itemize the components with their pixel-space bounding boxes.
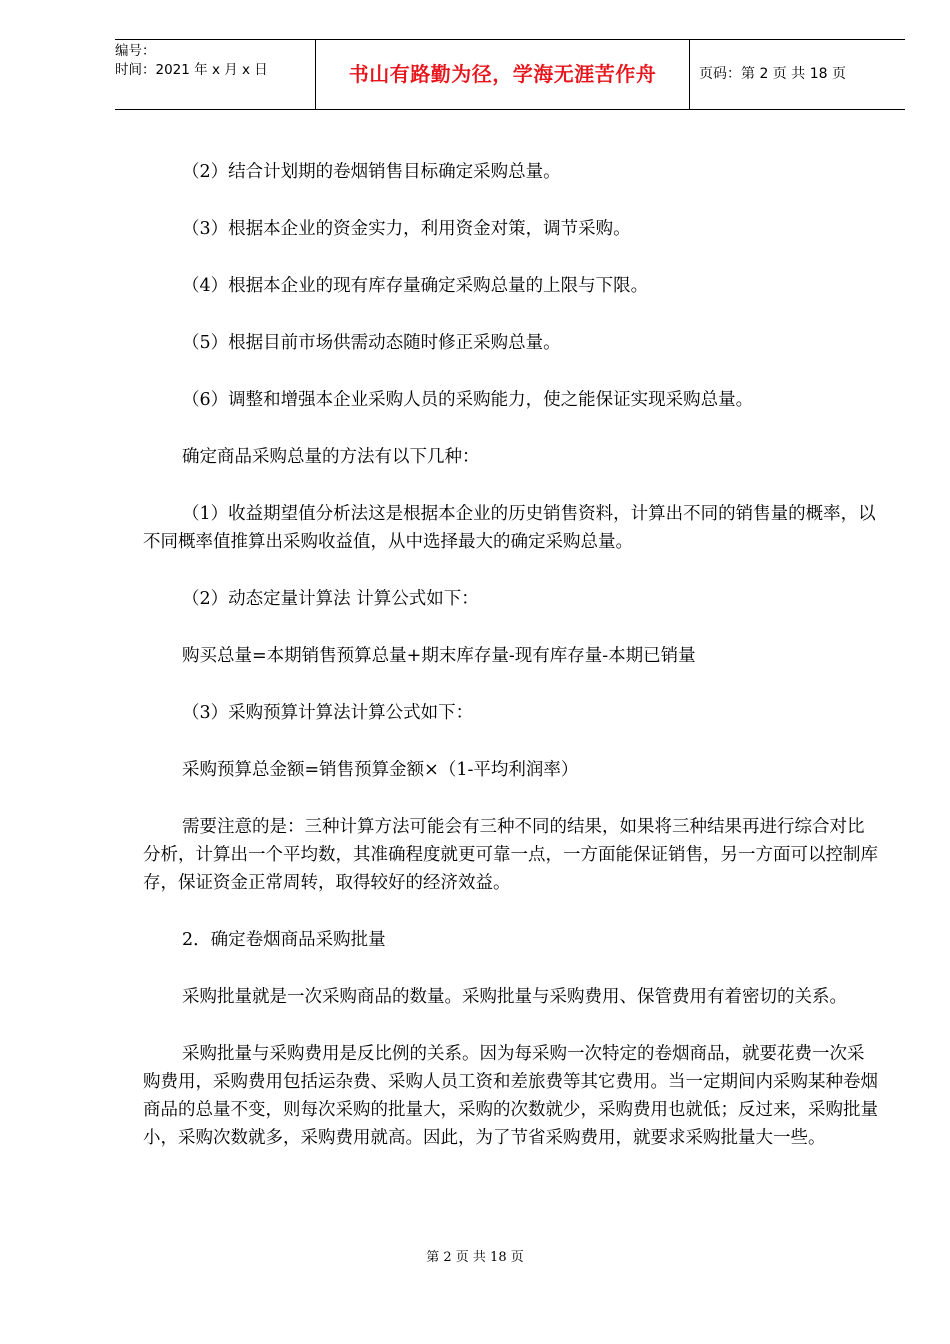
paragraph: （6）调整和增强本企业采购人员的采购能力，使之能保证实现采购总量。 [182, 390, 754, 410]
paragraph: 需要注意的是：三种计算方法可能会有三种不同的结果，如果将三种结果再进行综合对比分析，计算出一个平均数，其准确程度就更可靠一点，一方面能保证销售，另一方面可以控制库存，保证资金正常周转，取得较好的经济效益。 [143, 817, 878, 893]
header-motto: 书山有路勤为径，学海无涯苦作舟 [348, 62, 657, 86]
document-number-label: 编号： [115, 43, 156, 59]
header-page-info: 页码：第 2 页 共 18 页 [699, 66, 846, 82]
header-meta [115, 40, 315, 109]
paragraph: （1）收益期望值分析法这是根据本企业的历史销售资料，计算出不同的销售量的概率，以不同概率值推算出采购收益值，从中选择最大的确定采购总量。 [143, 504, 876, 552]
header-motto-cell [315, 40, 690, 109]
paragraph: （4）根据本企业的现有库存量确定采购总量的上限与下限。 [182, 276, 649, 296]
document-body [143, 158, 878, 1152]
paragraph: 采购批量就是一次采购商品的数量。采购批量与采购费用、保管费用有着密切的关系。 [182, 987, 847, 1007]
page-footer: 第 2 页 共 18 页 [426, 1250, 524, 1265]
section-heading: 2．确定卷烟商品采购批量 [182, 930, 386, 950]
paragraph: 采购批量与采购费用是反比例的关系。因为每采购一次特定的卷烟商品，就要花费一次采购费用，采购费用包括运杂费、采购人员工资和差旅费等其它费用。当一定期间内采购某种卷烟商品的总量不变，则每次采购的批量大，采购的次数就少，采购费用也就低；反过来，采购批量小，采购次数就多，采购费用就高。因此，为了节省采购费用，就要求采购批量大一些。 [143, 1044, 878, 1148]
paragraph: （5）根据目前市场供需动态随时修正采购总量。 [182, 333, 561, 353]
formula: 采购预算总金额=销售预算金额×（1-平均利润率） [182, 760, 579, 780]
paragraph: （2）动态定量计算法 计算公式如下： [182, 589, 479, 609]
paragraph: （3）采购预算计算法计算公式如下： [182, 703, 474, 723]
page-header [115, 39, 905, 110]
paragraph: （3）根据本企业的资金实力，利用资金对策，调节采购。 [182, 219, 631, 239]
paragraph: （2）结合计划期的卷烟销售目标确定采购总量。 [182, 162, 561, 182]
document-time: 时间：2021 年 x 月 x 日 [115, 62, 268, 78]
formula: 购买总量=本期销售预算总量+期末库存量-现有库存量-本期已销量 [182, 646, 696, 666]
paragraph: 确定商品采购总量的方法有以下几种： [182, 447, 480, 467]
